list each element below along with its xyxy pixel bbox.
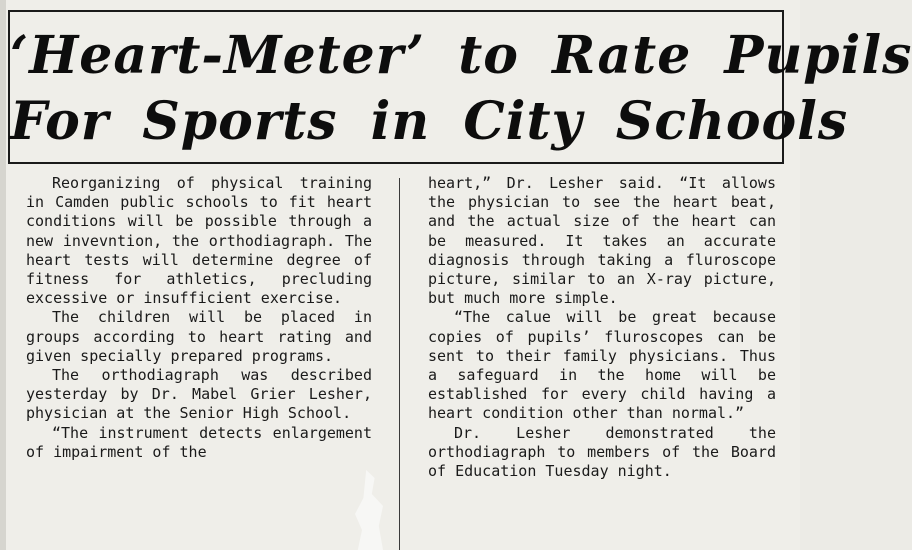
paragraph: heart,” Dr. Lesher said. “It allows the physician to see the heart beat, and the actual size of the heart can be measured. It takes an accurate diagnosis through taking a fluroscope picture, similar to an X-ray picture, but much more simple.: [428, 174, 776, 308]
paragraph: “The instrument detects enlargement of impairment of the: [26, 423, 372, 461]
paragraph: “The calue will be great because copies of pupils’ fluroscopes can be sent to their family physicians. Thus a safeguard in the home will be established for every child having a heart condition other than normal.”: [428, 308, 776, 423]
headline-line-1: ‘Heart-Meter’ to Rate Pupils: [10, 25, 912, 86]
article-column-left: [26, 174, 372, 462]
paragraph: The orthodiagraph was described yesterday by Dr. Mabel Grier Lesher, physician at the Senior High School.: [26, 366, 372, 423]
column-divider: [399, 178, 400, 550]
paper-tear: [355, 470, 383, 550]
article-column-right: [428, 174, 776, 481]
headline-box: [8, 10, 912, 164]
headline-line-2: For Sports in City Schools: [10, 91, 849, 152]
paragraph: Reorganizing of physical training in Camden public schools to fit heart conditions will be possible through a new invevntion, the orthodiagraph. The heart tests will determine degree of fitness for athletics, precluding excessive or insufficient exercise.: [26, 174, 372, 308]
paragraph: The children will be placed in groups according to heart rating and given specially prepared programs.: [26, 308, 372, 365]
clipping-edge: [0, 0, 6, 550]
paragraph: Dr. Lesher demonstrated the orthodiagraph to members of the Board of Education Tuesday night.: [428, 423, 776, 481]
